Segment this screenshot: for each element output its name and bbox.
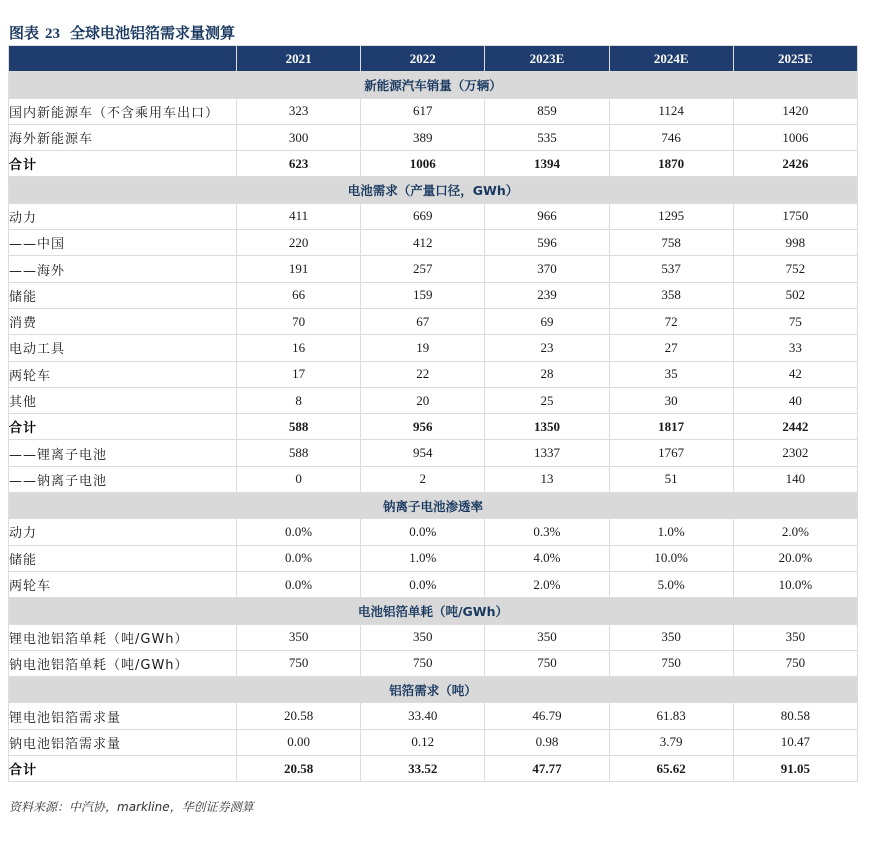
table-row — [9, 335, 858, 361]
table-row — [9, 729, 858, 755]
table-cell: 20 — [361, 387, 485, 413]
table-cell: 623 — [237, 151, 361, 177]
total-row — [9, 414, 858, 440]
header-cell-blank — [9, 46, 237, 72]
header-cell-2021: 2021 — [237, 46, 361, 72]
table-cell: 17 — [237, 361, 361, 387]
table-row — [9, 308, 858, 334]
table-cell: 35 — [609, 361, 733, 387]
table-cell: 1124 — [609, 98, 733, 124]
row-label: 海外新能源车 — [9, 124, 237, 150]
table-cell: 0 — [237, 466, 361, 492]
table-row — [9, 230, 858, 256]
table-cell: 588 — [237, 440, 361, 466]
table-row — [9, 571, 858, 597]
table-cell: 412 — [361, 230, 485, 256]
figure-caption — [9, 21, 235, 45]
table-cell: 1295 — [609, 203, 733, 229]
row-label: 储能 — [9, 545, 237, 571]
table-cell: 140 — [733, 466, 857, 492]
table-cell: 2442 — [733, 414, 857, 440]
table-cell: 20.58 — [237, 703, 361, 729]
table-cell: 16 — [237, 335, 361, 361]
section-title: 电池铝箔单耗（吨/GWh） — [9, 598, 858, 624]
table-cell: 998 — [733, 230, 857, 256]
table-cell: 0.3% — [485, 519, 609, 545]
table-row — [9, 650, 858, 676]
table-cell: 758 — [609, 230, 733, 256]
table-cell: 350 — [361, 624, 485, 650]
table-cell: 1337 — [485, 440, 609, 466]
table-cell: 40 — [733, 387, 857, 413]
table-cell: 750 — [485, 650, 609, 676]
table-cell: 8 — [237, 387, 361, 413]
row-label: 锂电池铝箔需求量 — [9, 703, 237, 729]
table-cell: 51 — [609, 466, 733, 492]
table-row — [9, 361, 858, 387]
table-cell: 0.12 — [361, 729, 485, 755]
row-label: 电动工具 — [9, 335, 237, 361]
table-cell: 33 — [733, 335, 857, 361]
total-row — [9, 756, 858, 782]
table-cell: 0.0% — [361, 571, 485, 597]
table-cell: 20.0% — [733, 545, 857, 571]
table-cell: 70 — [237, 308, 361, 334]
table-cell: 750 — [609, 650, 733, 676]
table-cell: 2426 — [733, 151, 857, 177]
table-cell: 746 — [609, 124, 733, 150]
row-label: ——海外 — [9, 256, 237, 282]
table-cell: 239 — [485, 282, 609, 308]
table-cell: 0.00 — [237, 729, 361, 755]
table-cell: 0.0% — [237, 571, 361, 597]
row-label: 合计 — [9, 756, 237, 782]
table-cell: 69 — [485, 308, 609, 334]
table-cell: 300 — [237, 124, 361, 150]
table-row — [9, 124, 858, 150]
table-cell: 10.0% — [733, 571, 857, 597]
table-cell: 20.58 — [237, 756, 361, 782]
row-label: 两轮车 — [9, 571, 237, 597]
section-header-row — [9, 177, 858, 203]
table-row — [9, 440, 858, 466]
total-row — [9, 151, 858, 177]
table-cell: 358 — [609, 282, 733, 308]
table-cell: 159 — [361, 282, 485, 308]
table-cell: 669 — [361, 203, 485, 229]
row-label: 两轮车 — [9, 361, 237, 387]
table-cell: 10.47 — [733, 729, 857, 755]
table-cell: 1394 — [485, 151, 609, 177]
row-label: 锂电池铝箔单耗（吨/GWh） — [9, 624, 237, 650]
row-label: 合计 — [9, 151, 237, 177]
table-cell: 752 — [733, 256, 857, 282]
table-cell: 42 — [733, 361, 857, 387]
table-row — [9, 282, 858, 308]
table-row — [9, 624, 858, 650]
table-cell: 47.77 — [485, 756, 609, 782]
table-cell: 389 — [361, 124, 485, 150]
table-row — [9, 387, 858, 413]
table-body — [9, 72, 858, 782]
table-cell: 23 — [485, 335, 609, 361]
row-label: 动力 — [9, 203, 237, 229]
table-cell: 1817 — [609, 414, 733, 440]
section-title: 铝箔需求（吨） — [9, 677, 858, 703]
row-label: 国内新能源车（不含乘用车出口） — [9, 98, 237, 124]
table-row — [9, 519, 858, 545]
table-cell: 33.52 — [361, 756, 485, 782]
row-label: 其他 — [9, 387, 237, 413]
table-cell: 323 — [237, 98, 361, 124]
header-cell-2023e: 2023E — [485, 46, 609, 72]
table-cell: 588 — [237, 414, 361, 440]
table-cell: 1750 — [733, 203, 857, 229]
table-cell: 22 — [361, 361, 485, 387]
table-cell: 2 — [361, 466, 485, 492]
table-cell: 65.62 — [609, 756, 733, 782]
table-cell: 954 — [361, 440, 485, 466]
section-header-row — [9, 598, 858, 624]
table-row — [9, 466, 858, 492]
table-cell: 5.0% — [609, 571, 733, 597]
header-cell-2022: 2022 — [361, 46, 485, 72]
table-cell: 80.58 — [733, 703, 857, 729]
table-cell: 0.98 — [485, 729, 609, 755]
row-label: 合计 — [9, 414, 237, 440]
table-cell: 67 — [361, 308, 485, 334]
table-cell: 28 — [485, 361, 609, 387]
caption-title: 全球电池铝箔需求量测算 — [70, 24, 236, 42]
table-row — [9, 703, 858, 729]
data-table — [8, 45, 858, 782]
table-cell: 1350 — [485, 414, 609, 440]
section-header-row — [9, 72, 858, 98]
table-cell: 750 — [733, 650, 857, 676]
table-cell: 1420 — [733, 98, 857, 124]
header-cell-2024e: 2024E — [609, 46, 733, 72]
table-cell: 66 — [237, 282, 361, 308]
section-title: 钠离子电池渗透率 — [9, 493, 858, 519]
table-cell: 72 — [609, 308, 733, 334]
table-cell: 750 — [237, 650, 361, 676]
table-cell: 75 — [733, 308, 857, 334]
table-cell: 350 — [237, 624, 361, 650]
table-cell: 1.0% — [609, 519, 733, 545]
table-cell: 61.83 — [609, 703, 733, 729]
section-header-row — [9, 493, 858, 519]
caption-label: 图表 — [9, 24, 40, 42]
table-cell: 91.05 — [733, 756, 857, 782]
table-cell: 1006 — [733, 124, 857, 150]
table-cell: 966 — [485, 203, 609, 229]
table-cell: 537 — [609, 256, 733, 282]
row-label: ——中国 — [9, 230, 237, 256]
table-cell: 27 — [609, 335, 733, 361]
section-title: 新能源汽车销量（万辆） — [9, 72, 858, 98]
table-cell: 350 — [485, 624, 609, 650]
table-row — [9, 256, 858, 282]
table-cell: 350 — [733, 624, 857, 650]
table-cell: 1870 — [609, 151, 733, 177]
table-cell: 0.0% — [237, 545, 361, 571]
table-cell: 750 — [361, 650, 485, 676]
table-cell: 0.0% — [237, 519, 361, 545]
table-row — [9, 203, 858, 229]
table-cell: 46.79 — [485, 703, 609, 729]
table-cell: 257 — [361, 256, 485, 282]
section-title: 电池需求（产量口径，GWh） — [9, 177, 858, 203]
table-cell: 3.79 — [609, 729, 733, 755]
row-label: 钠电池铝箔需求量 — [9, 729, 237, 755]
table-cell: 2302 — [733, 440, 857, 466]
table-cell: 19 — [361, 335, 485, 361]
table-cell: 2.0% — [485, 571, 609, 597]
table-cell: 4.0% — [485, 545, 609, 571]
row-label: 动力 — [9, 519, 237, 545]
table-cell: 1.0% — [361, 545, 485, 571]
table-cell: 1006 — [361, 151, 485, 177]
header-row — [9, 46, 858, 72]
table-cell: 13 — [485, 466, 609, 492]
row-label: 储能 — [9, 282, 237, 308]
table-cell: 191 — [237, 256, 361, 282]
header-cell-2025e: 2025E — [733, 46, 857, 72]
table-cell: 350 — [609, 624, 733, 650]
table-cell: 25 — [485, 387, 609, 413]
table-cell: 33.40 — [361, 703, 485, 729]
source-note: 资料来源：中汽协，markline，华创证券测算 — [9, 800, 254, 814]
table-row — [9, 545, 858, 571]
table-cell: 956 — [361, 414, 485, 440]
table-cell: 0.0% — [361, 519, 485, 545]
section-header-row — [9, 677, 858, 703]
table-cell: 2.0% — [733, 519, 857, 545]
row-label: ——钠离子电池 — [9, 466, 237, 492]
table-cell: 220 — [237, 230, 361, 256]
table-cell: 859 — [485, 98, 609, 124]
caption-number: 23 — [45, 26, 61, 42]
table-row — [9, 98, 858, 124]
table-cell: 10.0% — [609, 545, 733, 571]
row-label: 钠电池铝箔单耗（吨/GWh） — [9, 650, 237, 676]
table-cell: 1767 — [609, 440, 733, 466]
table-cell: 596 — [485, 230, 609, 256]
row-label: 消费 — [9, 308, 237, 334]
table-cell: 617 — [361, 98, 485, 124]
table-cell: 30 — [609, 387, 733, 413]
row-label: ——锂离子电池 — [9, 440, 237, 466]
table-cell: 535 — [485, 124, 609, 150]
table-cell: 502 — [733, 282, 857, 308]
table-cell: 370 — [485, 256, 609, 282]
table-cell: 411 — [237, 203, 361, 229]
